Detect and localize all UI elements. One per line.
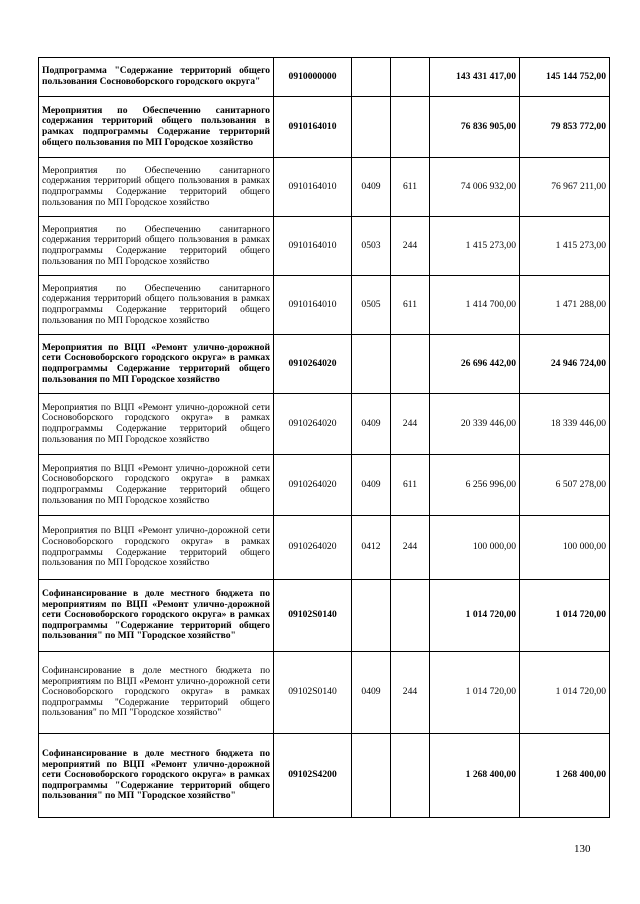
row-amount-2-cell: 1 014 720,00 [520,652,610,734]
row-amount-1-cell: 26 696 442,00 [430,335,520,394]
row-amount-1-cell: 6 256 996,00 [430,455,520,516]
table-row [39,394,610,455]
row-section-cell: 0412 [352,516,391,580]
row-amount-2-cell: 79 853 772,00 [520,97,610,158]
page-number: 130 [574,843,591,855]
table-row [39,158,610,217]
row-section-cell [352,97,391,158]
row-amount-1-cell: 143 431 417,00 [430,58,520,97]
row-kvr-cell: 244 [391,652,430,734]
row-kvr-cell [391,97,430,158]
row-section-cell [352,335,391,394]
row-name-cell: Мероприятия по ВЦП «Ремонт улично-дорожной сети Сосновоборского городского округа» в рамках подпрограммы Содержание территорий общего пользования по МП Городское хозяйство [39,516,274,580]
table-row [39,516,610,580]
row-amount-2-cell: 1 014 720,00 [520,580,610,652]
table-row [39,217,610,276]
row-name-cell: Мероприятия по Обеспечению санитарного содержания территорий общего пользования в рамках подпрограммы Содержание территорий общего пользования по МП Городское хозяйство [39,97,274,158]
budget-table [38,57,610,818]
row-kvr-cell: 611 [391,276,430,335]
row-amount-2-cell: 145 144 752,00 [520,58,610,97]
row-amount-2-cell: 18 339 446,00 [520,394,610,455]
row-kvr-cell [391,580,430,652]
row-name-cell: Мероприятия по ВЦП «Ремонт улично-дорожной сети Сосновоборского городского округа» в рамках подпрограммы Содержание территорий общего пользования по МП Городское хозяйство [39,335,274,394]
row-amount-1-cell: 76 836 905,00 [430,97,520,158]
row-amount-1-cell: 1 415 273,00 [430,217,520,276]
row-kvr-cell: 244 [391,516,430,580]
row-amount-1-cell: 1 014 720,00 [430,580,520,652]
row-name-cell: Софинансирование в доле местного бюджета по мероприятиям по ВЦП «Ремонт улично-дорожной сети Сосновоборского городского округа» в рамках подпрограммы "Содержание территорий общего пользования" по МП "Городское хозяйство" [39,652,274,734]
row-code-cell: 0910164010 [274,217,352,276]
row-section-cell: 0409 [352,455,391,516]
row-amount-2-cell: 6 507 278,00 [520,455,610,516]
row-kvr-cell: 611 [391,158,430,217]
row-code-cell: 0910164010 [274,97,352,158]
row-section-cell: 0409 [352,394,391,455]
row-code-cell: 0910164010 [274,158,352,217]
row-name-cell: Софинансирование в доле местного бюджета по мероприятий по ВЦП «Ремонт улично-дорожной сети Сосновоборского городского округа» в рамках подпрограммы "Содержание территорий общего пользования" по МП "Городское хозяйство" [39,734,274,818]
row-section-cell: 0409 [352,158,391,217]
row-section-cell [352,58,391,97]
table-row [39,97,610,158]
row-code-cell: 0910264020 [274,335,352,394]
row-code-cell: 0910164010 [274,276,352,335]
row-name-cell: Мероприятия по Обеспечению санитарного содержания территорий общего пользования в рамках подпрограммы Содержание территорий общего пользования по МП Городское хозяйство [39,276,274,335]
row-code-cell: 0910000000 [274,58,352,97]
row-name-cell: Мероприятия по Обеспечению санитарного содержания территорий общего пользования в рамках подпрограммы Содержание территорий общего пользования по МП Городское хозяйство [39,158,274,217]
row-amount-2-cell: 76 967 211,00 [520,158,610,217]
row-code-cell: 0910264020 [274,516,352,580]
row-section-cell: 0505 [352,276,391,335]
row-amount-2-cell: 1 415 273,00 [520,217,610,276]
row-name-cell: Мероприятия по ВЦП «Ремонт улично-дорожной сети Сосновоборского городского округа» в рамках подпрограммы Содержание территорий общего пользования по МП Городское хозяйство [39,455,274,516]
row-amount-1-cell: 1 014 720,00 [430,652,520,734]
row-amount-1-cell: 74 006 932,00 [430,158,520,217]
row-section-cell: 0503 [352,217,391,276]
row-name-cell: Софинансирование в доле местного бюджета по мероприятиям по ВЦП «Ремонт улично-дорожной сети Сосновоборского городского округа» в рамках подпрограммы "Содержание территорий общего пользования" по МП "Городское хозяйство" [39,580,274,652]
table-row [39,58,610,97]
row-code-cell: 09102S0140 [274,652,352,734]
row-kvr-cell: 244 [391,394,430,455]
budget-table-body [39,58,610,818]
row-kvr-cell: 611 [391,455,430,516]
table-row [39,652,610,734]
row-amount-1-cell: 20 339 446,00 [430,394,520,455]
table-row [39,335,610,394]
row-amount-1-cell: 1 268 400,00 [430,734,520,818]
row-kvr-cell [391,335,430,394]
row-kvr-cell [391,734,430,818]
row-code-cell: 0910264020 [274,455,352,516]
table-row [39,455,610,516]
row-code-cell: 09102S4200 [274,734,352,818]
row-code-cell: 09102S0140 [274,580,352,652]
row-kvr-cell: 244 [391,217,430,276]
row-amount-1-cell: 100 000,00 [430,516,520,580]
row-name-cell: Подпрограмма "Содержание территорий общего пользования Сосновоборского городского округа" [39,58,274,97]
table-row [39,580,610,652]
table-row [39,734,610,818]
row-amount-1-cell: 1 414 700,00 [430,276,520,335]
row-amount-2-cell: 1 471 288,00 [520,276,610,335]
row-amount-2-cell: 100 000,00 [520,516,610,580]
row-section-cell [352,734,391,818]
row-code-cell: 0910264020 [274,394,352,455]
row-kvr-cell [391,58,430,97]
row-name-cell: Мероприятия по ВЦП «Ремонт улично-дорожной сети Сосновоборского городского округа» в рамках подпрограммы Содержание территорий общего пользования по МП Городское хозяйство [39,394,274,455]
row-name-cell: Мероприятия по Обеспечению санитарного содержания территорий общего пользования в рамках подпрограммы Содержание территорий общего пользования по МП Городское хозяйство [39,217,274,276]
row-section-cell: 0409 [352,652,391,734]
row-amount-2-cell: 24 946 724,00 [520,335,610,394]
row-section-cell [352,580,391,652]
row-amount-2-cell: 1 268 400,00 [520,734,610,818]
table-row [39,276,610,335]
